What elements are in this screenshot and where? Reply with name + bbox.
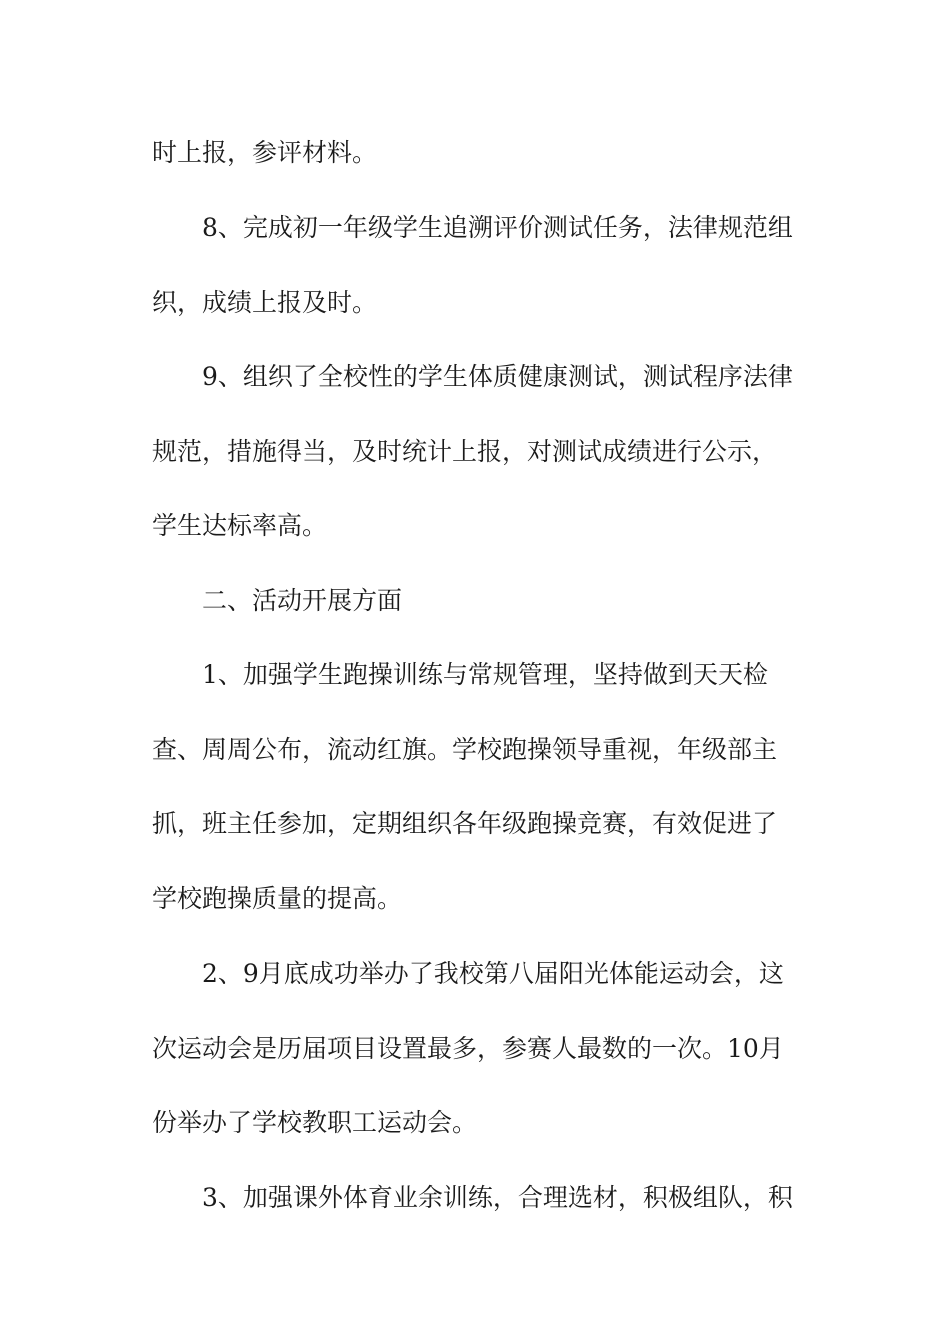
- text-line: 学校跑操质量的提高。: [152, 884, 403, 913]
- text-line: 时上报，参评材料。: [152, 138, 378, 167]
- text-line: 查、周周公布，流动红旗。学校跑操领导重视，年级部主: [152, 735, 778, 764]
- section-heading: 二、活动开展方面: [202, 586, 403, 615]
- text-line: 学生达标率高。: [152, 511, 328, 540]
- text-line: 2、9月底成功举办了我校第八届阳光体能运动会，这: [202, 959, 784, 988]
- text-line: 9、组织了全校性的学生体质健康测试，测试程序法律: [202, 362, 793, 391]
- text-line: 织，成绩上报及时。: [152, 288, 378, 317]
- text-line: 8、完成初一年级学生追溯评价测试任务，法律规范组: [202, 213, 793, 242]
- text-line: 次运动会是历届项目设置最多，参赛人最数的一次。10月: [152, 1034, 784, 1063]
- text-line: 3、加强课外体育业余训练，合理选材，积极组队，积: [202, 1183, 793, 1212]
- text-line: 规范，措施得当，及时统计上报，对测试成绩进行公示，: [152, 437, 778, 466]
- text-line: 1、加强学生跑操训练与常规管理，坚持做到天天检: [202, 660, 768, 689]
- text-line: 抓，班主任参加，定期组织各年级跑操竞赛，有效促进了: [152, 809, 778, 838]
- text-line: 份举办了学校教职工运动会。: [152, 1108, 478, 1137]
